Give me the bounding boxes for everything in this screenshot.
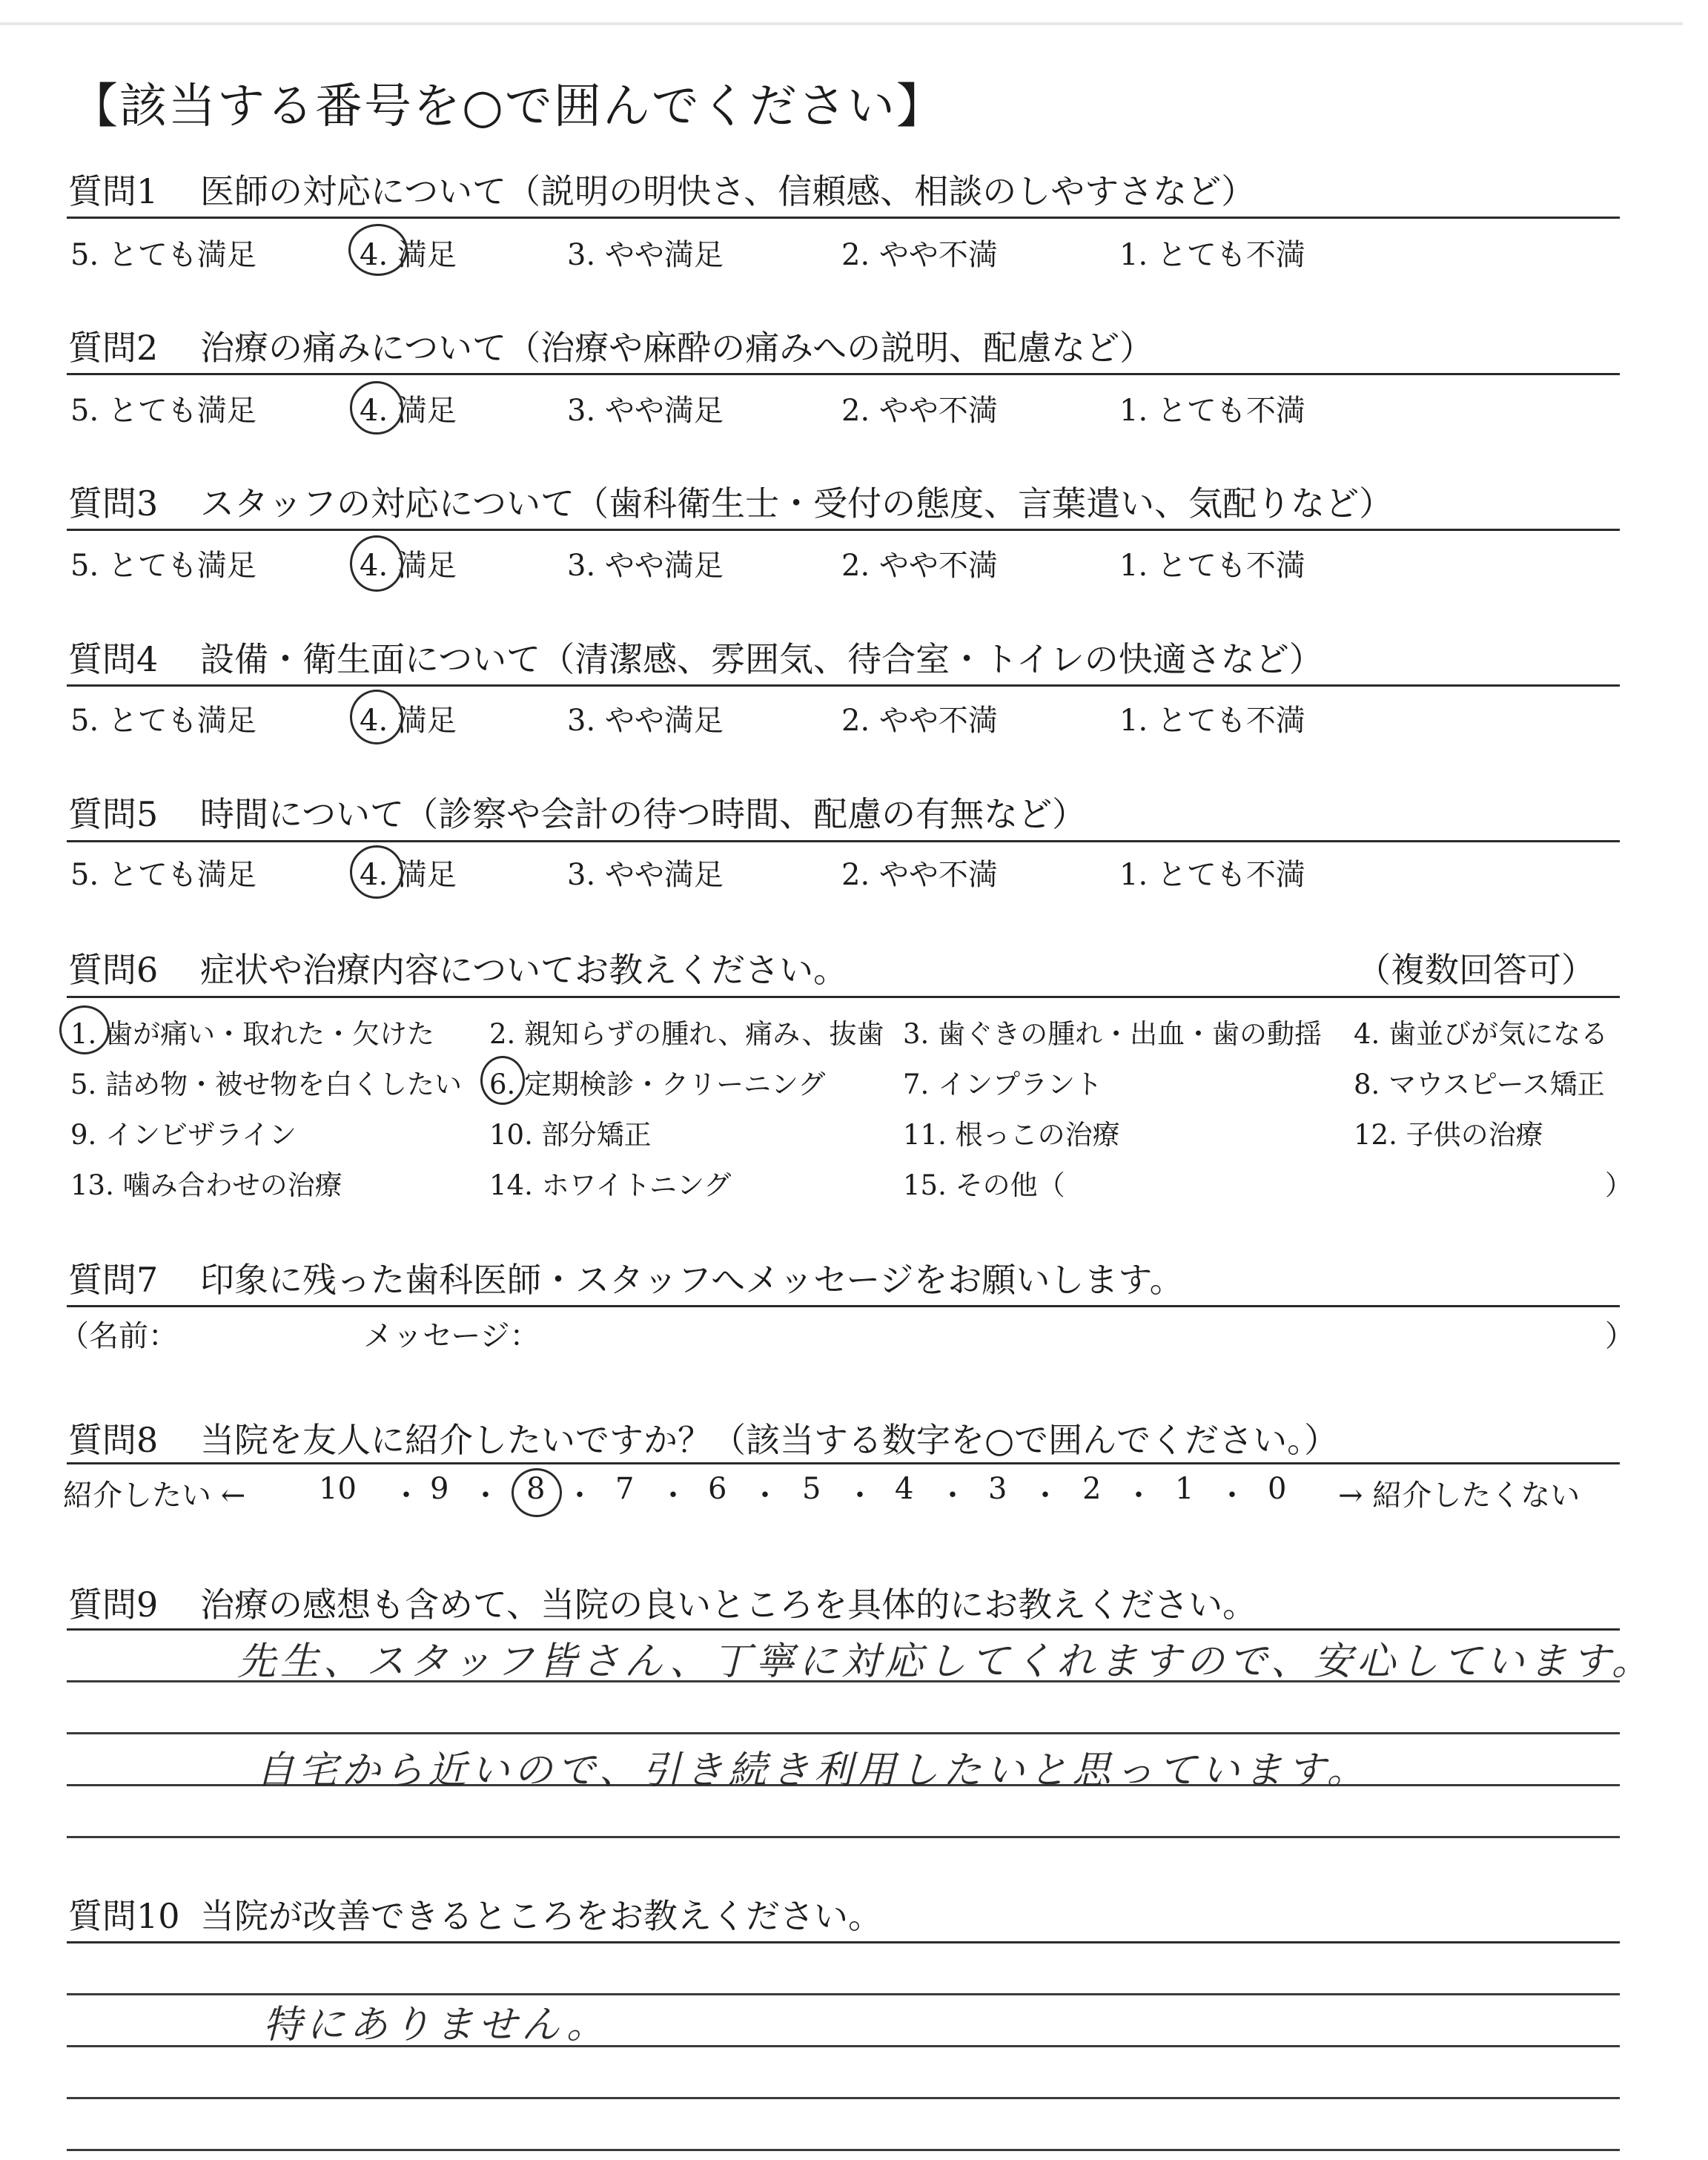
question-3-heading <box>68 477 1393 526</box>
q6-option-15[interactable]: 15. その他（ <box>903 1169 1065 1201</box>
q6-option-4[interactable]: 4. 歯並びが気になる <box>1354 1018 1609 1050</box>
question-5-heading <box>68 787 1086 836</box>
q5-option-1[interactable]: 1. とても不満 <box>1119 858 1305 892</box>
q1-selection-circle <box>348 224 408 276</box>
q4-option-5[interactable]: 5. とても満足 <box>70 704 256 738</box>
q8-dot: ・ <box>1124 1479 1153 1513</box>
q9-handwritten-answer-1: 先生、スタッフ皆さん、丁寧に対応してくれますので、安心しています。 <box>237 1639 1655 1684</box>
question-5-text: 時間について（診察や会計の待つ時間、配慮の有無など） <box>200 794 1087 834</box>
question-6-note: （複数回答可） <box>1357 950 1595 990</box>
q6-option-6[interactable]: 6. 定期検診・クリーニング <box>489 1069 826 1100</box>
q6-option-12[interactable]: 12. 子供の治療 <box>1354 1119 1543 1151</box>
q1-option-3[interactable]: 3. やや満足 <box>567 238 724 272</box>
q6-option-14[interactable]: 14. ホワイトニング <box>489 1169 732 1201</box>
q2-option-3[interactable]: 3. やや満足 <box>567 394 724 428</box>
q3-option-5[interactable]: 5. とても満足 <box>70 549 256 583</box>
q8-dot: ・ <box>565 1479 595 1513</box>
q5-option-5[interactable]: 5. とても満足 <box>70 858 256 892</box>
q8-dot: ・ <box>938 1479 967 1513</box>
question-2-number: 質問2 <box>68 328 159 368</box>
question-6-number: 質問6 <box>68 950 159 990</box>
q4-option-3[interactable]: 3. やや満足 <box>567 704 724 738</box>
question-2-text: 治療の痛みについて（治療や麻酔の痛みへの説明、配慮など） <box>200 328 1154 368</box>
q10-answer-line-3 <box>67 2097 1620 2099</box>
q5-option-2[interactable]: 2. やや不満 <box>841 858 998 892</box>
question-6-heading <box>68 943 847 992</box>
q8-scale-1[interactable]: 1 <box>1175 1472 1194 1506</box>
q8-dot: ・ <box>1217 1479 1247 1513</box>
q6-option-7[interactable]: 7. インプラント <box>903 1069 1103 1100</box>
q2-option-4[interactable]: 4. 満足 <box>360 394 457 428</box>
q8-dot: ・ <box>845 1479 875 1513</box>
question-9-text: 治療の感想も含めて、当院の良いところを具体的にお教えください。 <box>200 1585 1257 1625</box>
question-2-rule <box>67 373 1620 375</box>
q6-option-2[interactable]: 2. 親知らずの腫れ、痛み、抜歯 <box>489 1018 884 1050</box>
q8-left-label: 紹介したい ← <box>63 1479 246 1513</box>
question-8-rule <box>67 1462 1620 1464</box>
form-title: 【該当する番号を○で囲んでください】 <box>70 79 945 134</box>
q8-right-label: → 紹介したくない <box>1338 1479 1580 1513</box>
question-4-number: 質問4 <box>68 639 159 679</box>
q5-option-4[interactable]: 4. 満足 <box>360 858 457 892</box>
question-7-heading <box>68 1253 1184 1302</box>
q6-selection-circle-1 <box>59 1005 110 1054</box>
question-9-heading <box>68 1578 1257 1627</box>
question-4-text: 設備・衛生面について（清潔感、雰囲気、待合室・トイレの快適さなど） <box>200 639 1323 679</box>
question-10-heading <box>68 1889 882 1938</box>
q8-dot: ・ <box>391 1479 421 1513</box>
q10-answer-line-4 <box>67 2149 1620 2151</box>
q8-scale-3[interactable]: 3 <box>988 1472 1007 1506</box>
q7-name-label: （名前： <box>59 1319 178 1353</box>
q5-option-3[interactable]: 3. やや満足 <box>567 858 724 892</box>
scan-edge <box>0 22 1683 25</box>
question-1-heading <box>68 165 1255 214</box>
q7-message-label: メッセージ： <box>363 1319 540 1353</box>
question-8-heading <box>68 1413 1338 1462</box>
question-7-rule <box>67 1305 1620 1307</box>
q8-scale-9[interactable]: 9 <box>430 1472 449 1506</box>
q6-option-1[interactable]: 1. 歯が痛い・取れた・欠けた <box>70 1018 435 1050</box>
q4-option-2[interactable]: 2. やや不満 <box>841 704 998 738</box>
q8-dot: ・ <box>1030 1479 1060 1513</box>
q1-option-5[interactable]: 5. とても満足 <box>70 238 256 272</box>
q6-selection-circle-6 <box>480 1056 525 1105</box>
q6-option-13[interactable]: 13. 噛み合わせの治療 <box>70 1169 342 1201</box>
question-3-text: スタッフの対応について（歯科衛生士・受付の態度、言葉遣い、気配りなど） <box>200 483 1394 524</box>
q7-close-paren: ） <box>1605 1319 1635 1353</box>
q9-handwritten-answer-2: 自宅から近いので、引き続き利用したいと思っています。 <box>256 1748 1370 1793</box>
q6-option-9[interactable]: 9. インビザライン <box>70 1119 297 1151</box>
question-10-number: 質問10 <box>68 1896 180 1936</box>
q4-option-1[interactable]: 1. とても不満 <box>1119 704 1305 738</box>
q3-option-3[interactable]: 3. やや満足 <box>567 549 724 583</box>
question-10-text: 当院が改善できるところをお教えください。 <box>200 1896 882 1936</box>
q8-scale-5[interactable]: 5 <box>802 1472 821 1506</box>
q8-scale-6[interactable]: 6 <box>708 1472 727 1506</box>
q9-answer-line-4 <box>67 1836 1620 1838</box>
question-2-heading <box>68 321 1153 370</box>
q2-option-1[interactable]: 1. とても不満 <box>1119 394 1305 428</box>
q6-option-10[interactable]: 10. 部分矯正 <box>489 1119 652 1151</box>
q3-option-1[interactable]: 1. とても不満 <box>1119 549 1305 583</box>
q8-scale-0[interactable]: 0 <box>1268 1472 1287 1506</box>
question-3-number: 質問3 <box>68 483 159 524</box>
question-1-text: 医師の対応について（説明の明快さ、信頼感、相談のしやすさなど） <box>200 171 1256 211</box>
q8-scale-7[interactable]: 7 <box>615 1472 635 1506</box>
q6-option-3[interactable]: 3. 歯ぐきの腫れ・出血・歯の動揺 <box>903 1018 1323 1050</box>
q2-option-2[interactable]: 2. やや不満 <box>841 394 998 428</box>
question-8-text: 当院を友人に紹介したいですか？（該当する数字を○で囲んでください。） <box>200 1420 1339 1460</box>
q8-scale-4[interactable]: 4 <box>895 1472 914 1506</box>
question-8-number: 質問8 <box>68 1420 159 1460</box>
q8-scale-8[interactable]: 8 <box>526 1472 546 1506</box>
question-9-number: 質問9 <box>68 1585 159 1625</box>
q4-selection-circle <box>350 690 403 744</box>
question-4-rule <box>67 684 1620 687</box>
q6-option-8[interactable]: 8. マウスピース矯正 <box>1354 1069 1605 1100</box>
q1-option-4[interactable]: 4. 満足 <box>360 238 457 272</box>
q8-scale-2[interactable]: 2 <box>1082 1472 1102 1506</box>
question-4-heading <box>68 633 1323 681</box>
q5-selection-circle <box>350 845 403 899</box>
q1-option-2[interactable]: 2. やや不満 <box>841 238 998 272</box>
q3-selection-circle <box>350 535 403 592</box>
q8-dot: ・ <box>471 1479 500 1513</box>
question-1-number: 質問1 <box>68 171 159 211</box>
q3-option-4[interactable]: 4. 満足 <box>360 549 457 583</box>
q8-dot: ・ <box>750 1479 780 1513</box>
question-3-rule <box>67 529 1620 531</box>
question-1-rule <box>67 217 1620 219</box>
q3-option-2[interactable]: 2. やや不満 <box>841 549 998 583</box>
question-7-number: 質問7 <box>68 1260 159 1300</box>
q2-selection-circle <box>350 381 403 435</box>
q6-option-5[interactable]: 5. 詰め物・被せ物を白くしたい <box>70 1069 463 1100</box>
q8-scale-10[interactable]: 10 <box>319 1472 357 1506</box>
q2-option-5[interactable]: 5. とても満足 <box>70 394 256 428</box>
q1-option-1[interactable]: 1. とても不満 <box>1119 238 1305 272</box>
q9-answer-line-2 <box>67 1732 1620 1734</box>
question-10-rule <box>67 1941 1620 1943</box>
q8-selection-circle <box>512 1468 562 1517</box>
question-6-text: 症状や治療内容についてお教えください。 <box>200 950 848 990</box>
q4-option-4[interactable]: 4. 満足 <box>360 704 457 738</box>
question-7-text: 印象に残った歯科医師・スタッフへメッセージをお願いします。 <box>200 1260 1184 1300</box>
question-5-number: 質問5 <box>68 794 159 834</box>
question-5-rule <box>67 840 1620 842</box>
q6-option-15-close: ） <box>1605 1169 1632 1201</box>
q8-dot: ・ <box>658 1479 688 1513</box>
q6-option-11[interactable]: 11. 根っこの治療 <box>903 1119 1120 1151</box>
question-6-rule <box>67 996 1620 998</box>
q10-handwritten-answer: 特にありません。 <box>263 2003 610 2047</box>
